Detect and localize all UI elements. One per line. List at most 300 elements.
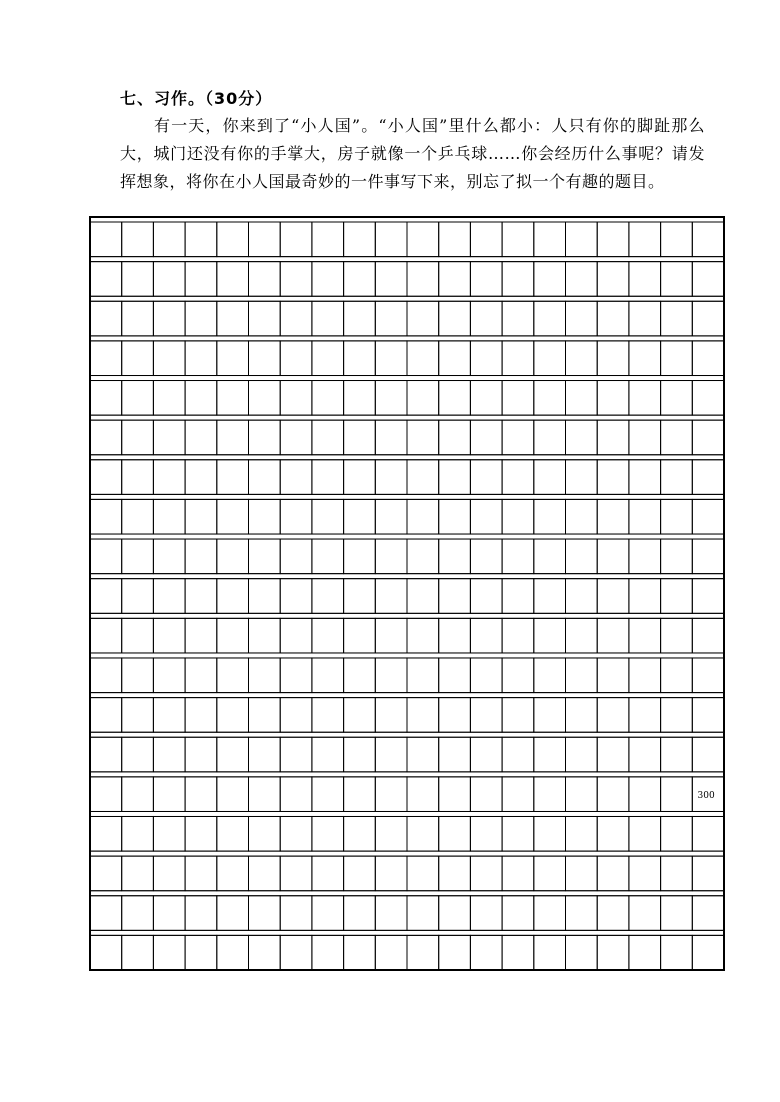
writing-cell[interactable] [692,301,724,336]
writing-cell[interactable] [597,499,629,534]
writing-cell[interactable] [692,262,724,297]
writing-cell[interactable] [153,935,185,970]
writing-cell[interactable] [534,618,566,653]
writing-cell[interactable] [407,579,439,614]
writing-cell[interactable] [249,539,281,574]
writing-cell[interactable] [692,579,724,614]
writing-cell[interactable] [185,737,217,772]
writing-cell[interactable] [534,499,566,534]
writing-cell[interactable] [439,499,471,534]
writing-cell[interactable] [312,381,344,416]
writing-cell[interactable] [122,539,154,574]
writing-cell[interactable] [470,856,502,891]
writing-cell[interactable] [597,420,629,455]
writing-cell[interactable] [566,856,598,891]
writing-cell[interactable] [661,618,693,653]
writing-cell[interactable] [692,618,724,653]
writing-cell[interactable] [470,341,502,376]
writing-cell[interactable] [692,499,724,534]
writing-cell[interactable] [597,579,629,614]
writing-cell[interactable] [566,539,598,574]
writing-cell[interactable] [470,658,502,693]
writing-cell[interactable] [90,499,122,534]
writing-cell[interactable] [185,341,217,376]
writing-cell[interactable] [629,816,661,851]
writing-cell[interactable] [280,856,312,891]
writing-cell[interactable] [249,341,281,376]
writing-cell[interactable] [629,737,661,772]
writing-cell[interactable] [534,816,566,851]
writing-cell[interactable] [344,816,376,851]
writing-cell[interactable] [534,539,566,574]
writing-cell[interactable] [407,539,439,574]
writing-cell[interactable] [312,301,344,336]
writing-cell[interactable] [217,341,249,376]
writing-cell[interactable] [90,737,122,772]
writing-cell[interactable] [249,777,281,812]
writing-cell[interactable] [90,222,122,257]
writing-cell[interactable] [629,381,661,416]
writing-cell[interactable] [375,579,407,614]
writing-cell[interactable] [344,935,376,970]
writing-cell[interactable] [629,301,661,336]
writing-cell[interactable] [344,341,376,376]
writing-cell[interactable] [122,222,154,257]
writing-cell[interactable] [312,816,344,851]
writing-cell[interactable] [407,896,439,931]
writing-cell[interactable] [692,698,724,733]
writing-cell[interactable] [90,698,122,733]
writing-cell[interactable] [502,341,534,376]
writing-cell[interactable] [661,460,693,495]
writing-cell[interactable] [629,420,661,455]
writing-cell[interactable] [470,618,502,653]
writing-cell[interactable] [407,381,439,416]
writing-cell[interactable] [661,935,693,970]
writing-cell[interactable] [597,618,629,653]
writing-cell[interactable] [439,816,471,851]
writing-cell[interactable] [185,777,217,812]
writing-cell[interactable] [502,499,534,534]
writing-cell[interactable] [439,618,471,653]
writing-cell[interactable] [692,460,724,495]
writing-cell[interactable] [344,381,376,416]
writing-cell[interactable] [122,816,154,851]
writing-cell[interactable] [502,222,534,257]
writing-cell[interactable] [597,658,629,693]
writing-cell[interactable] [661,777,693,812]
writing-cell[interactable] [217,698,249,733]
writing-cell[interactable] [534,460,566,495]
writing-cell[interactable] [280,896,312,931]
writing-cell[interactable] [280,539,312,574]
writing-cell[interactable] [597,381,629,416]
writing-cell[interactable] [217,579,249,614]
writing-cell[interactable] [280,420,312,455]
writing-cell[interactable] [153,539,185,574]
writing-cell[interactable] [629,698,661,733]
writing-cell[interactable] [217,618,249,653]
writing-cell[interactable] [534,262,566,297]
writing-cell[interactable] [566,777,598,812]
writing-cell[interactable] [502,777,534,812]
writing-cell[interactable] [344,262,376,297]
writing-cell[interactable] [122,381,154,416]
writing-cell[interactable] [566,420,598,455]
writing-cell[interactable] [375,499,407,534]
writing-cell[interactable] [153,777,185,812]
writing-cell[interactable] [375,777,407,812]
writing-cell[interactable] [439,381,471,416]
writing-cell[interactable] [249,262,281,297]
writing-cell[interactable] [217,301,249,336]
writing-cell[interactable] [597,539,629,574]
writing-cell[interactable] [185,579,217,614]
writing-cell[interactable] [280,301,312,336]
writing-cell[interactable] [566,816,598,851]
writing-cell[interactable] [502,935,534,970]
writing-cell[interactable] [661,341,693,376]
writing-cell[interactable] [597,262,629,297]
writing-cell[interactable] [534,896,566,931]
writing-cell[interactable] [470,539,502,574]
writing-cell[interactable] [661,262,693,297]
writing-cell[interactable] [153,460,185,495]
writing-cell[interactable] [344,618,376,653]
writing-cell[interactable] [661,816,693,851]
writing-cell[interactable] [661,420,693,455]
writing-cell[interactable] [534,737,566,772]
writing-cell[interactable] [407,262,439,297]
writing-cell[interactable] [629,935,661,970]
writing-cell[interactable] [629,896,661,931]
writing-cell[interactable] [344,579,376,614]
writing-cell[interactable] [312,420,344,455]
writing-cell[interactable] [439,420,471,455]
writing-cell[interactable] [280,777,312,812]
writing-cell[interactable] [692,222,724,257]
writing-cell[interactable] [566,698,598,733]
writing-cell[interactable] [344,420,376,455]
writing-cell[interactable] [597,460,629,495]
writing-cell[interactable] [153,262,185,297]
writing-cell[interactable] [661,856,693,891]
writing-cell[interactable] [217,816,249,851]
writing-cell[interactable] [344,856,376,891]
writing-cell[interactable] [502,262,534,297]
writing-cell[interactable] [90,262,122,297]
writing-cell[interactable] [217,737,249,772]
writing-cell[interactable] [122,262,154,297]
writing-cell[interactable] [280,579,312,614]
writing-cell[interactable] [375,460,407,495]
writing-cell[interactable] [566,658,598,693]
writing-cell[interactable] [407,737,439,772]
writing-cell[interactable] [407,420,439,455]
writing-cell[interactable] [439,856,471,891]
writing-cell[interactable] [502,539,534,574]
writing-cell[interactable] [153,698,185,733]
writing-cell[interactable] [344,896,376,931]
writing-cell[interactable] [185,618,217,653]
writing-cell[interactable] [153,856,185,891]
writing-cell[interactable] [185,460,217,495]
writing-cell[interactable] [185,856,217,891]
writing-cell[interactable] [566,618,598,653]
writing-cell[interactable] [280,698,312,733]
writing-cell[interactable] [312,499,344,534]
writing-cell[interactable] [439,301,471,336]
writing-cell[interactable] [153,579,185,614]
writing-cell[interactable] [534,381,566,416]
writing-cell[interactable] [407,935,439,970]
writing-cell[interactable] [249,658,281,693]
writing-cell[interactable] [375,262,407,297]
writing-cell[interactable] [566,896,598,931]
writing-cell[interactable] [439,698,471,733]
writing-cell[interactable] [90,381,122,416]
writing-cell[interactable] [312,579,344,614]
writing-cell[interactable] [439,777,471,812]
writing-cell[interactable] [534,222,566,257]
writing-cell[interactable] [90,341,122,376]
writing-cell[interactable] [692,737,724,772]
writing-cell[interactable] [375,816,407,851]
writing-cell[interactable] [439,658,471,693]
writing-cell[interactable] [90,539,122,574]
writing-cell[interactable] [534,856,566,891]
writing-cell[interactable] [249,222,281,257]
writing-cell[interactable] [280,222,312,257]
writing-cell[interactable] [502,618,534,653]
writing-cell[interactable] [629,856,661,891]
writing-cell[interactable] [661,737,693,772]
writing-cell[interactable] [375,658,407,693]
writing-cell[interactable] [312,935,344,970]
writing-cell[interactable] [280,262,312,297]
writing-cell[interactable] [185,539,217,574]
writing-cell[interactable] [629,341,661,376]
writing-cell[interactable] [629,262,661,297]
writing-cell[interactable] [249,816,281,851]
writing-cell[interactable] [312,539,344,574]
writing-cell[interactable] [692,896,724,931]
writing-cell[interactable] [249,460,281,495]
writing-cell[interactable] [597,856,629,891]
writing-cell[interactable] [122,301,154,336]
writing-cell[interactable] [407,816,439,851]
writing-cell[interactable] [153,816,185,851]
writing-cell[interactable] [122,658,154,693]
writing-cell[interactable] [122,420,154,455]
writing-cell[interactable] [407,698,439,733]
writing-cell[interactable] [692,658,724,693]
writing-cell[interactable] [280,381,312,416]
writing-cell[interactable] [153,618,185,653]
writing-cell[interactable] [375,420,407,455]
writing-cell[interactable] [692,935,724,970]
writing-cell[interactable] [312,737,344,772]
writing-cell[interactable] [629,579,661,614]
writing-cell[interactable] [439,262,471,297]
writing-cell[interactable] [502,896,534,931]
writing-cell[interactable] [566,499,598,534]
writing-cell[interactable] [534,579,566,614]
writing-cell[interactable] [407,222,439,257]
writing-cell[interactable] [534,420,566,455]
writing-cell[interactable] [312,698,344,733]
writing-cell[interactable] [344,222,376,257]
writing-cell[interactable] [249,856,281,891]
writing-cell[interactable] [344,539,376,574]
writing-cell[interactable] [439,935,471,970]
writing-cell[interactable] [185,222,217,257]
writing-cell[interactable] [122,856,154,891]
writing-cell[interactable] [375,341,407,376]
writing-cell[interactable] [280,935,312,970]
writing-cell[interactable] [312,658,344,693]
writing-cell[interactable] [566,301,598,336]
writing-cell[interactable] [153,896,185,931]
writing-cell[interactable] [629,539,661,574]
writing-cell[interactable] [153,499,185,534]
writing-cell[interactable] [280,737,312,772]
writing-cell[interactable] [185,499,217,534]
writing-cell[interactable] [90,816,122,851]
writing-cell[interactable] [185,420,217,455]
writing-cell[interactable] [692,420,724,455]
writing-cell[interactable] [249,737,281,772]
writing-cell[interactable] [217,420,249,455]
writing-cell[interactable] [470,737,502,772]
writing-cell[interactable] [217,222,249,257]
writing-cell[interactable] [597,896,629,931]
writing-cell[interactable] [185,896,217,931]
writing-cell[interactable] [249,935,281,970]
writing-cell[interactable] [280,499,312,534]
writing-cell[interactable] [597,935,629,970]
writing-cell[interactable] [90,579,122,614]
writing-cell[interactable] [153,222,185,257]
writing-cell[interactable] [280,341,312,376]
writing-cell[interactable] [312,856,344,891]
writing-cell[interactable] [344,737,376,772]
writing-cell[interactable] [90,618,122,653]
writing-cell[interactable] [90,777,122,812]
writing-cell[interactable] [185,301,217,336]
writing-cell[interactable] [502,856,534,891]
writing-cell[interactable] [629,777,661,812]
writing-cell[interactable] [344,777,376,812]
writing-cell[interactable] [534,777,566,812]
writing-cell[interactable] [122,896,154,931]
writing-cell[interactable] [566,579,598,614]
writing-cell[interactable] [249,381,281,416]
writing-cell[interactable] [122,618,154,653]
writing-cell[interactable] [153,420,185,455]
writing-cell[interactable] [375,935,407,970]
writing-cell[interactable] [375,222,407,257]
writing-cell[interactable] [439,896,471,931]
writing-cell[interactable] [439,341,471,376]
writing-cell[interactable] [661,301,693,336]
writing-cell[interactable] [90,896,122,931]
writing-cell[interactable] [534,658,566,693]
writing-cell[interactable] [122,935,154,970]
writing-cell[interactable] [249,499,281,534]
writing-cell[interactable] [534,301,566,336]
writing-cell[interactable] [249,420,281,455]
writing-cell[interactable] [470,420,502,455]
writing-cell[interactable] [692,816,724,851]
writing-cell[interactable] [597,777,629,812]
writing-cell[interactable] [122,698,154,733]
writing-cell[interactable] [217,539,249,574]
writing-cell[interactable] [344,698,376,733]
writing-cell[interactable] [597,341,629,376]
writing-cell[interactable] [122,579,154,614]
writing-cell[interactable] [692,539,724,574]
writing-cell[interactable] [249,301,281,336]
writing-cell[interactable] [312,262,344,297]
writing-cell[interactable] [566,460,598,495]
writing-cell[interactable] [249,896,281,931]
writing-cell[interactable] [344,460,376,495]
writing-cell[interactable] [502,420,534,455]
writing-cell[interactable] [153,381,185,416]
writing-cell[interactable] [470,301,502,336]
writing-cell[interactable] [312,777,344,812]
writing-cell[interactable] [661,381,693,416]
writing-cell[interactable] [470,896,502,931]
writing-cell[interactable] [122,499,154,534]
writing-cell[interactable] [534,935,566,970]
writing-cell[interactable] [597,816,629,851]
writing-cell[interactable] [692,341,724,376]
writing-cell[interactable] [312,896,344,931]
writing-cell[interactable] [217,262,249,297]
writing-cell[interactable] [470,499,502,534]
writing-cell[interactable] [375,896,407,931]
writing-cell[interactable] [470,381,502,416]
writing-cell[interactable] [217,499,249,534]
writing-cell[interactable] [312,341,344,376]
writing-cell[interactable] [122,777,154,812]
writing-cell[interactable] [439,222,471,257]
writing-cell[interactable] [534,341,566,376]
writing-cell[interactable] [217,856,249,891]
writing-cell[interactable] [629,658,661,693]
writing-cell[interactable] [470,222,502,257]
writing-cell[interactable] [90,301,122,336]
writing-cell[interactable] [185,262,217,297]
writing-cell[interactable] [661,579,693,614]
writing-cell[interactable] [502,460,534,495]
writing-cell[interactable] [470,579,502,614]
writing-cell[interactable] [312,460,344,495]
writing-cell[interactable] [217,777,249,812]
writing-cell[interactable] [661,698,693,733]
writing-cell[interactable] [470,935,502,970]
writing-cell[interactable] [566,262,598,297]
writing-cell[interactable] [470,460,502,495]
writing-cell[interactable] [566,341,598,376]
writing-cell[interactable] [470,816,502,851]
writing-cell[interactable] [312,618,344,653]
writing-cell[interactable] [90,420,122,455]
writing-cell[interactable] [407,499,439,534]
writing-cell[interactable] [344,499,376,534]
